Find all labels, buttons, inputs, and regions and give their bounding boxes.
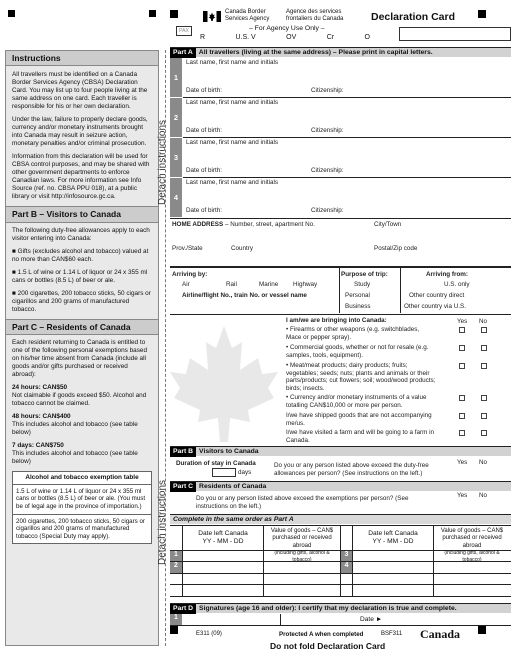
traveller-number: 2 (170, 98, 182, 137)
dob-label: Date of birth: (186, 87, 223, 94)
no-checkbox[interactable] (481, 327, 487, 333)
agency-codes (200, 34, 370, 43)
yes-checkbox[interactable] (459, 345, 465, 351)
page-title: Declaration Card (371, 11, 456, 23)
part-c-intro: Each resident returning to Canada is entitled to one of the following personal exemptions based on his/her time absent from Canada (include all goods and/or gifts purchased or received abroad): (12, 339, 148, 379)
part-b-item: ■ 1.5 L of wine or 1.14 L of liquor or 24 x 355 ml cans or bottles (8.5 L) of beer or ale. (12, 268, 148, 284)
detach-instructions-label: Detach instructions (157, 119, 168, 205)
part-b-item-text: 1.5 L of wine or 1.14 L of liquor or 24 x 355 ml cans or bottles (8.5 L) of beer or ale. (12, 268, 148, 284)
dob-label: Date of birth: (186, 127, 223, 134)
code-o: O (364, 34, 370, 41)
divider (183, 137, 511, 138)
visited-farm: I/we have visited a farm and will be going to a farm in Canada. (286, 429, 435, 444)
signature-area[interactable] (170, 614, 511, 626)
part-b-item-text: Gifts (excludes alcohol and tobacco) valued at no more than CAN$60 each. (12, 247, 149, 263)
exemption-24h (6, 384, 158, 408)
corner-mark (478, 626, 486, 634)
part-a-header (170, 47, 511, 57)
part-b-intro: The following duty-free allowances apply to each visitor entering into Canada: (12, 226, 150, 242)
value-label: Value of goods – CAN$ purchased or received abroad (440, 528, 504, 549)
value-sublabel: (including gifts, alcohol & tobacco) (274, 549, 330, 564)
date-format: YY - MM - DD (202, 538, 244, 546)
yes-header: Yes (457, 318, 468, 325)
pax-box (176, 26, 192, 36)
declaration-text: Firearms or other weapons (e.g. switchblades, Mace or pepper spray). (286, 326, 420, 341)
instructions-p3: Information from this declaration will be used for CBSA control purposes, and may be shared with other government departments to enforce Canadian laws. For more information see Info Source (ref. no. CBSA PPU 018), at a public library or visit http://infosource.gc.ca. (12, 153, 150, 201)
purpose-study[interactable]: Study (354, 281, 371, 288)
exemption-table-title: Alcohol and tobacco exemption table (13, 472, 151, 485)
from-us-only[interactable]: U.S. only (444, 281, 470, 288)
country-label: Country (231, 245, 254, 252)
date-left-label: Date left Canada (368, 530, 418, 537)
exemption-table (12, 471, 152, 544)
exemption-heading: 7 days: CAN$750 (12, 442, 64, 450)
signature-number: 1 (170, 614, 182, 625)
declaration-item: • Meat/meat products; dairy products; fruits; vegetables; seeds; nuts; plants and animals or their parts/products; cut flowers; soil; wood/wood products; birds; insects. (286, 362, 436, 393)
no-checkbox[interactable] (481, 413, 487, 419)
divider (339, 268, 340, 313)
exemption-heading: 24 hours: CAN$50 (12, 384, 68, 392)
exemption-48h (6, 413, 158, 437)
part-b-header (170, 446, 511, 456)
mode-marine[interactable]: Marine (259, 281, 279, 288)
no-header: No (479, 459, 488, 466)
divider (170, 266, 511, 268)
yes-checkbox[interactable] (459, 413, 465, 419)
exemption-heading: 48 hours: CAN$400 (12, 413, 71, 421)
instructions-p2: Under the law, failure to properly declare goods, currency and/or monetary instruments brought into Canada may result in seizure action, monetary penalties and/or criminal prosecution. (12, 116, 148, 148)
duration-label: Duration of stay in Canada (176, 460, 256, 467)
shipped-goods: I/we have shipped goods that are not accompanying me/us. (286, 412, 432, 427)
yes-checkbox[interactable] (459, 327, 465, 333)
declaration-text: Commercial goods, whether or not for resale (e.g. samples, tools, equipment). (286, 344, 429, 359)
name-label: Last name, first name and initials (186, 179, 279, 186)
part-b-title: Visitors to Canada (199, 448, 259, 455)
home-address-sub: – Number, street, apartment No. (224, 221, 315, 228)
no-header: No (479, 318, 488, 325)
city-label: City/Town (374, 221, 402, 228)
row-number: 1 (170, 551, 182, 561)
traveller-number: 3 (170, 138, 182, 177)
part-c-header (170, 481, 511, 491)
part-a-title: All travellers (living at the same address) – Please print in capital letters. (198, 49, 433, 56)
row-number: 4 (341, 562, 352, 573)
part-b-item: ■ 200 cigarettes, 200 tobacco sticks, 50 cigars or cigarillos and 200 grams of manufactured tobacco. (12, 289, 151, 313)
code-cr: Cr (326, 34, 335, 41)
citizenship-label: Citizenship: (311, 167, 344, 174)
duration-input[interactable] (212, 468, 236, 477)
from-other-via-us[interactable]: Other country via U.S. (404, 303, 466, 310)
exemption-7d (6, 442, 158, 466)
name-label: Last name, first name and initials (186, 139, 279, 146)
form-number: E311 (09) (196, 631, 222, 637)
part-d-title: Signatures (age 16 and older): I certify that my declaration is true and complete. (199, 605, 457, 612)
citizenship-label: Citizenship: (311, 207, 344, 214)
date-left-header (184, 530, 262, 546)
home-address-label (172, 221, 315, 229)
value-header (435, 528, 509, 565)
part-b-instructions-title: Part B – Visitors to Canada (6, 206, 158, 222)
from-other-direct[interactable]: Other country direct (409, 292, 465, 299)
part-b-item-text: 200 cigarettes, 200 tobacco sticks, 50 cigars or cigarillos and 200 grams of manufactured tobacco. (12, 289, 151, 313)
traveller-number: 4 (170, 178, 182, 217)
value-label: Value of goods – CAN$ purchased or received abroad (270, 528, 334, 549)
corner-mark (170, 626, 178, 634)
declaration-text: Currency and/or monetary instruments of a value totalling CAN$10,000 or more per person. (286, 394, 427, 409)
declaration-item: • Firearms or other weapons (e.g. switchblades, Mace or pepper spray). (286, 326, 420, 341)
perforation-line (165, 50, 166, 646)
declaration-item: • Currency and/or monetary instruments of a value totalling CAN$10,000 or more per person. (286, 394, 427, 409)
do-not-fold: Do not fold Declaration Card (270, 641, 386, 651)
part-c-tag: Part C (170, 482, 196, 492)
purpose-business[interactable]: Business (345, 303, 371, 310)
mode-rail[interactable]: Rail (226, 281, 237, 288)
part-c-instructions-title: Part C – Residents of Canada (6, 319, 158, 335)
bringing-label: I am/we are bringing into Canada: (286, 317, 387, 324)
exemption-table-row: 200 cigarettes, 200 tobacco sticks, 50 cigars or cigarillos and 200 grams of manufactured tobacco (Special Duty may apply). (16, 517, 145, 540)
citizenship-label: Citizenship: (311, 127, 344, 134)
yes-header: Yes (457, 459, 468, 466)
arriving-by-label: Arriving by: (172, 271, 208, 278)
detach-instructions-label: Detach instructions (157, 479, 168, 565)
dob-label: Date of birth: (186, 207, 223, 214)
exemption-text: This includes alcohol and tobacco (see table below) (12, 421, 138, 437)
declaration-checkboxes (459, 327, 499, 443)
name-label: Last name, first name and initials (186, 59, 279, 66)
code-ov: OV (286, 34, 297, 41)
part-c-question: Do you or any person listed above exceed the exemptions per person? (See instructions on the left.) (196, 495, 409, 510)
value-header (265, 528, 339, 565)
protected-label: Protected A when completed (279, 631, 364, 638)
part-a-tag: Part A (170, 48, 196, 58)
yes-checkbox[interactable] (459, 430, 465, 436)
citizenship-label: Citizenship: (311, 87, 344, 94)
part-b-item: ■ Gifts (excludes alcohol and tobacco) valued at no more than CAN$60 each. (12, 247, 149, 263)
corner-mark (170, 10, 178, 18)
corner-mark (8, 10, 15, 17)
mode-highway[interactable]: Highway (293, 281, 318, 288)
no-checkbox[interactable] (481, 363, 487, 369)
mode-air[interactable]: Air (182, 281, 190, 288)
maple-leaf-watermark (170, 318, 282, 444)
dob-label: Date of birth: (186, 167, 223, 174)
part-b-question: Do you or any person listed above exceed the duty-free allowances per person? (See instructions on the left.) (274, 462, 429, 477)
purpose-personal[interactable]: Personal (345, 292, 370, 299)
no-header: No (479, 492, 488, 499)
row-number: 3 (341, 551, 352, 561)
code-usv: U.S. V (235, 34, 256, 41)
part-b-tag: Part B (170, 447, 196, 457)
postal-code-label: Postal/Zip code (374, 245, 418, 252)
corner-mark (478, 10, 486, 18)
divider (170, 218, 511, 219)
declaration-item: • Commercial goods, whether or not for resale (e.g. samples, tools, equipment). (286, 344, 429, 359)
yes-header: Yes (457, 492, 468, 499)
divider (400, 268, 401, 313)
part-c-grid (170, 525, 511, 597)
divider (183, 177, 511, 178)
home-address-heading: HOME ADDRESS (172, 221, 224, 228)
exemption-text: This includes alcohol and tobacco (see table below) (12, 450, 138, 466)
exemption-text: Not claimable if goods exceed $50. Alcohol and tobacco cannot be claimed. (12, 392, 147, 408)
canada-flag-icon (203, 11, 221, 22)
pax-label: PAX (179, 28, 189, 34)
name-label: Last name, first name and initials (186, 99, 279, 106)
complete-order-label: Complete in the same order as Part A (173, 516, 294, 523)
exemption-table-row: 1.5 L of wine or 1.14 L of liquor or 24 x 355 ml cans or bottles (8.5 L) of beer or ale. (You must be of legal age in the province of importation.) (13, 485, 151, 515)
part-d-tag: Part D (170, 604, 196, 614)
yes-checkbox[interactable] (459, 395, 465, 401)
instructions-p1: All travellers must be identified on a Canada Border Services Agency (CBSA) Declaration Card. You may list up to four people living at the same address on one card. Each traveller is responsible for his or her own declaration. (12, 71, 148, 111)
date-format: YY - MM - DD (372, 538, 414, 546)
instructions-title: Instructions (6, 51, 158, 66)
agency-name-en: Canada Border Services Agency (225, 9, 270, 22)
airline-label: Airline/flight No., train No. or vessel name (182, 292, 307, 299)
part-c-title: Residents of Canada (199, 483, 267, 490)
divider (170, 314, 511, 315)
declaration-text: Meat/meat products; dairy products; fruits; vegetables; seeds; nuts; plants and animals or their parts/products; cut flowers; soil; wood/wood products; birds; insects. (286, 362, 436, 393)
agency-use-field[interactable] (399, 27, 511, 41)
instructions-panel (5, 50, 159, 646)
purpose-label: Purpose of trip: (341, 271, 388, 278)
bsf-number: BSF311 (381, 631, 403, 637)
arriving-from-label: Arriving from: (426, 271, 468, 278)
no-checkbox[interactable] (481, 430, 487, 436)
date-left-header (354, 530, 432, 546)
date-left-label: Date left Canada (198, 530, 248, 537)
divider (183, 97, 511, 98)
row-number: 2 (170, 562, 182, 573)
corner-mark (149, 10, 156, 17)
agency-use-label: – For Agency Use Only – (249, 25, 325, 32)
days-label: days (238, 469, 252, 476)
yes-checkbox[interactable] (459, 363, 465, 369)
value-sublabel: (including gifts, alcohol & tobacco) (444, 549, 500, 564)
no-checkbox[interactable] (481, 345, 487, 351)
code-r: R (200, 34, 206, 41)
agency-name-fr: Agence des services frontaliers du Canada (286, 9, 344, 22)
no-checkbox[interactable] (481, 395, 487, 401)
canada-wordmark: Canada (420, 627, 461, 641)
complete-order-bar (170, 514, 511, 524)
province-label: Prov./State (172, 245, 203, 252)
traveller-number: 1 (170, 58, 182, 97)
date-label: Date ► (360, 616, 383, 623)
part-d-header (170, 603, 511, 613)
